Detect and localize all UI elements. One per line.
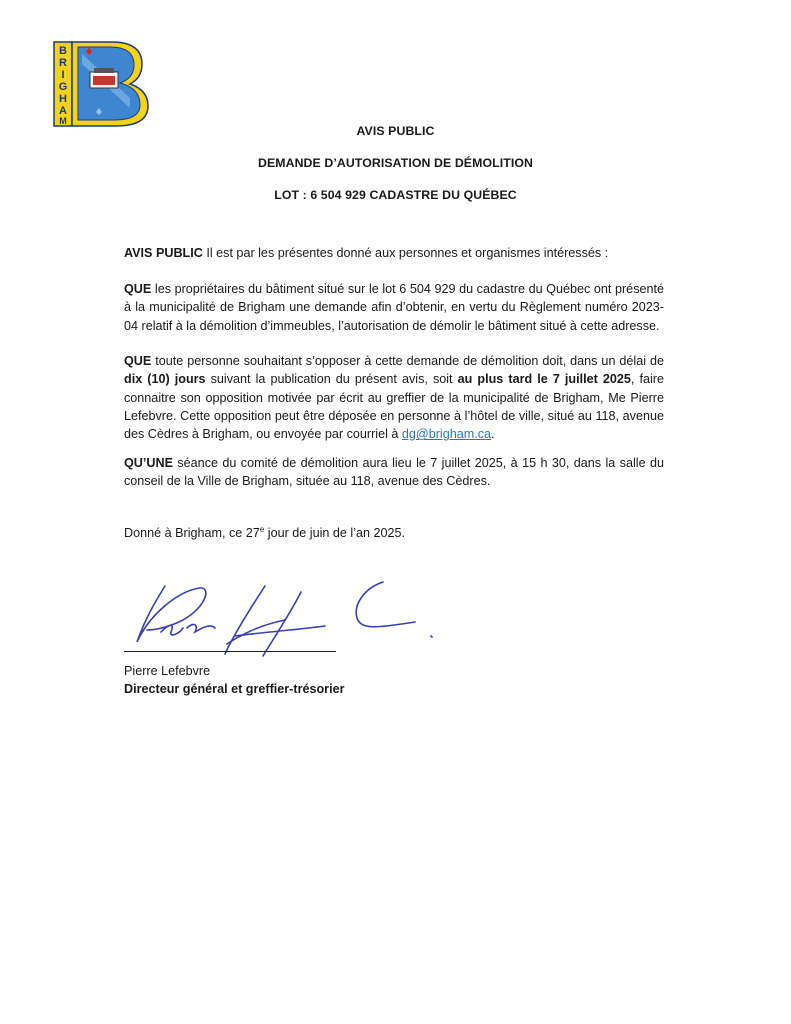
heading-demande: DEMANDE D’AUTORISATION DE DÉMOLITION: [257, 156, 534, 170]
paragraph-intro-lead: AVIS PUBLIC: [124, 246, 203, 260]
logo-letter-b: B: [59, 45, 67, 57]
logo-letter-a: A: [59, 105, 67, 117]
given-date-text-1: Donné à Brigham, ce 27: [124, 526, 260, 540]
paragraph-opposition-text-2: suivant la publication du présent avis, soit: [205, 372, 458, 387]
paragraph-seance: [124, 454, 664, 491]
deadline-date: au plus tard le 7 juillet 2025: [457, 372, 631, 387]
brigham-logo-graphic: [50, 38, 154, 128]
paragraph-opposition-text-3: , faire connaitre son opposition motivée par écrit au greffier de la municipalité de Brigham, Me Pierre Lefebvre. Cette opposition peut être déposée en personne à l’hôtel de ville, situé au 118, avenue des Cèdres à Brigham, ou envoyée par courriel à: [124, 372, 665, 442]
signature-line: [124, 651, 336, 652]
heading-lot: LOT : 6 504 929 CADASTRE DU QUÉBEC: [274, 188, 517, 202]
paragraph-seance-lead: QU’UNE: [124, 456, 173, 470]
signatory-name: Pierre Lefebvre: [124, 664, 211, 678]
paragraph-que-proprietaires: [124, 280, 664, 335]
logo-letter-g: G: [58, 81, 68, 93]
paragraph-opposition: [124, 352, 664, 443]
paragraph-que-text: les propriétaires du bâtiment situé sur le lot 6 504 929 du cadastre du Québec ont présenté à la municipalité de Brigham une demande afin d’obtenir, en vertu du Règlement numéro 2023-04 relatif à la démolition d’immeubles, l’autorisation de démolir le bâtiment situé à cette adresse.: [124, 282, 664, 333]
paragraph-intro-text: Il est par les présentes donné aux personnes et organismes intéressés :: [202, 246, 609, 260]
paragraph-opposition-lead: QUE: [124, 354, 152, 368]
given-date-text-2: jour de juin de l’an 2025.: [264, 526, 406, 540]
signatory-title: Directeur général et greffier-trésorier: [124, 682, 345, 696]
paragraph-seance-text: séance du comité de démolition aura lieu le 7 juillet 2025, à 15 h 30, dans la salle du conseil de la Ville de Brigham, située au 118, avenue des Cèdres.: [124, 456, 664, 489]
given-date-superscript: e: [259, 524, 265, 534]
paragraph-opposition-text-4: .: [491, 427, 495, 442]
paragraph-opposition-text-1: toute personne souhaitant s’opposer à cette demande de démolition doit, dans un délai de: [151, 354, 664, 368]
email-link[interactable]: dg@brigham.ca: [401, 427, 492, 442]
logo-letter-i: I: [61, 69, 65, 81]
logo-letter-m: M: [59, 116, 67, 126]
logo-letter-r: R: [59, 57, 67, 69]
logo-letter-h: H: [59, 93, 67, 105]
delay-days: dix (10) jours: [124, 372, 206, 387]
paragraph-que-lead: QUE: [124, 282, 152, 296]
heading-avis-public: AVIS PUBLIC: [356, 124, 435, 138]
given-date: [124, 524, 664, 542]
paragraph-intro: [124, 244, 664, 262]
brigham-logo: [50, 38, 154, 128]
